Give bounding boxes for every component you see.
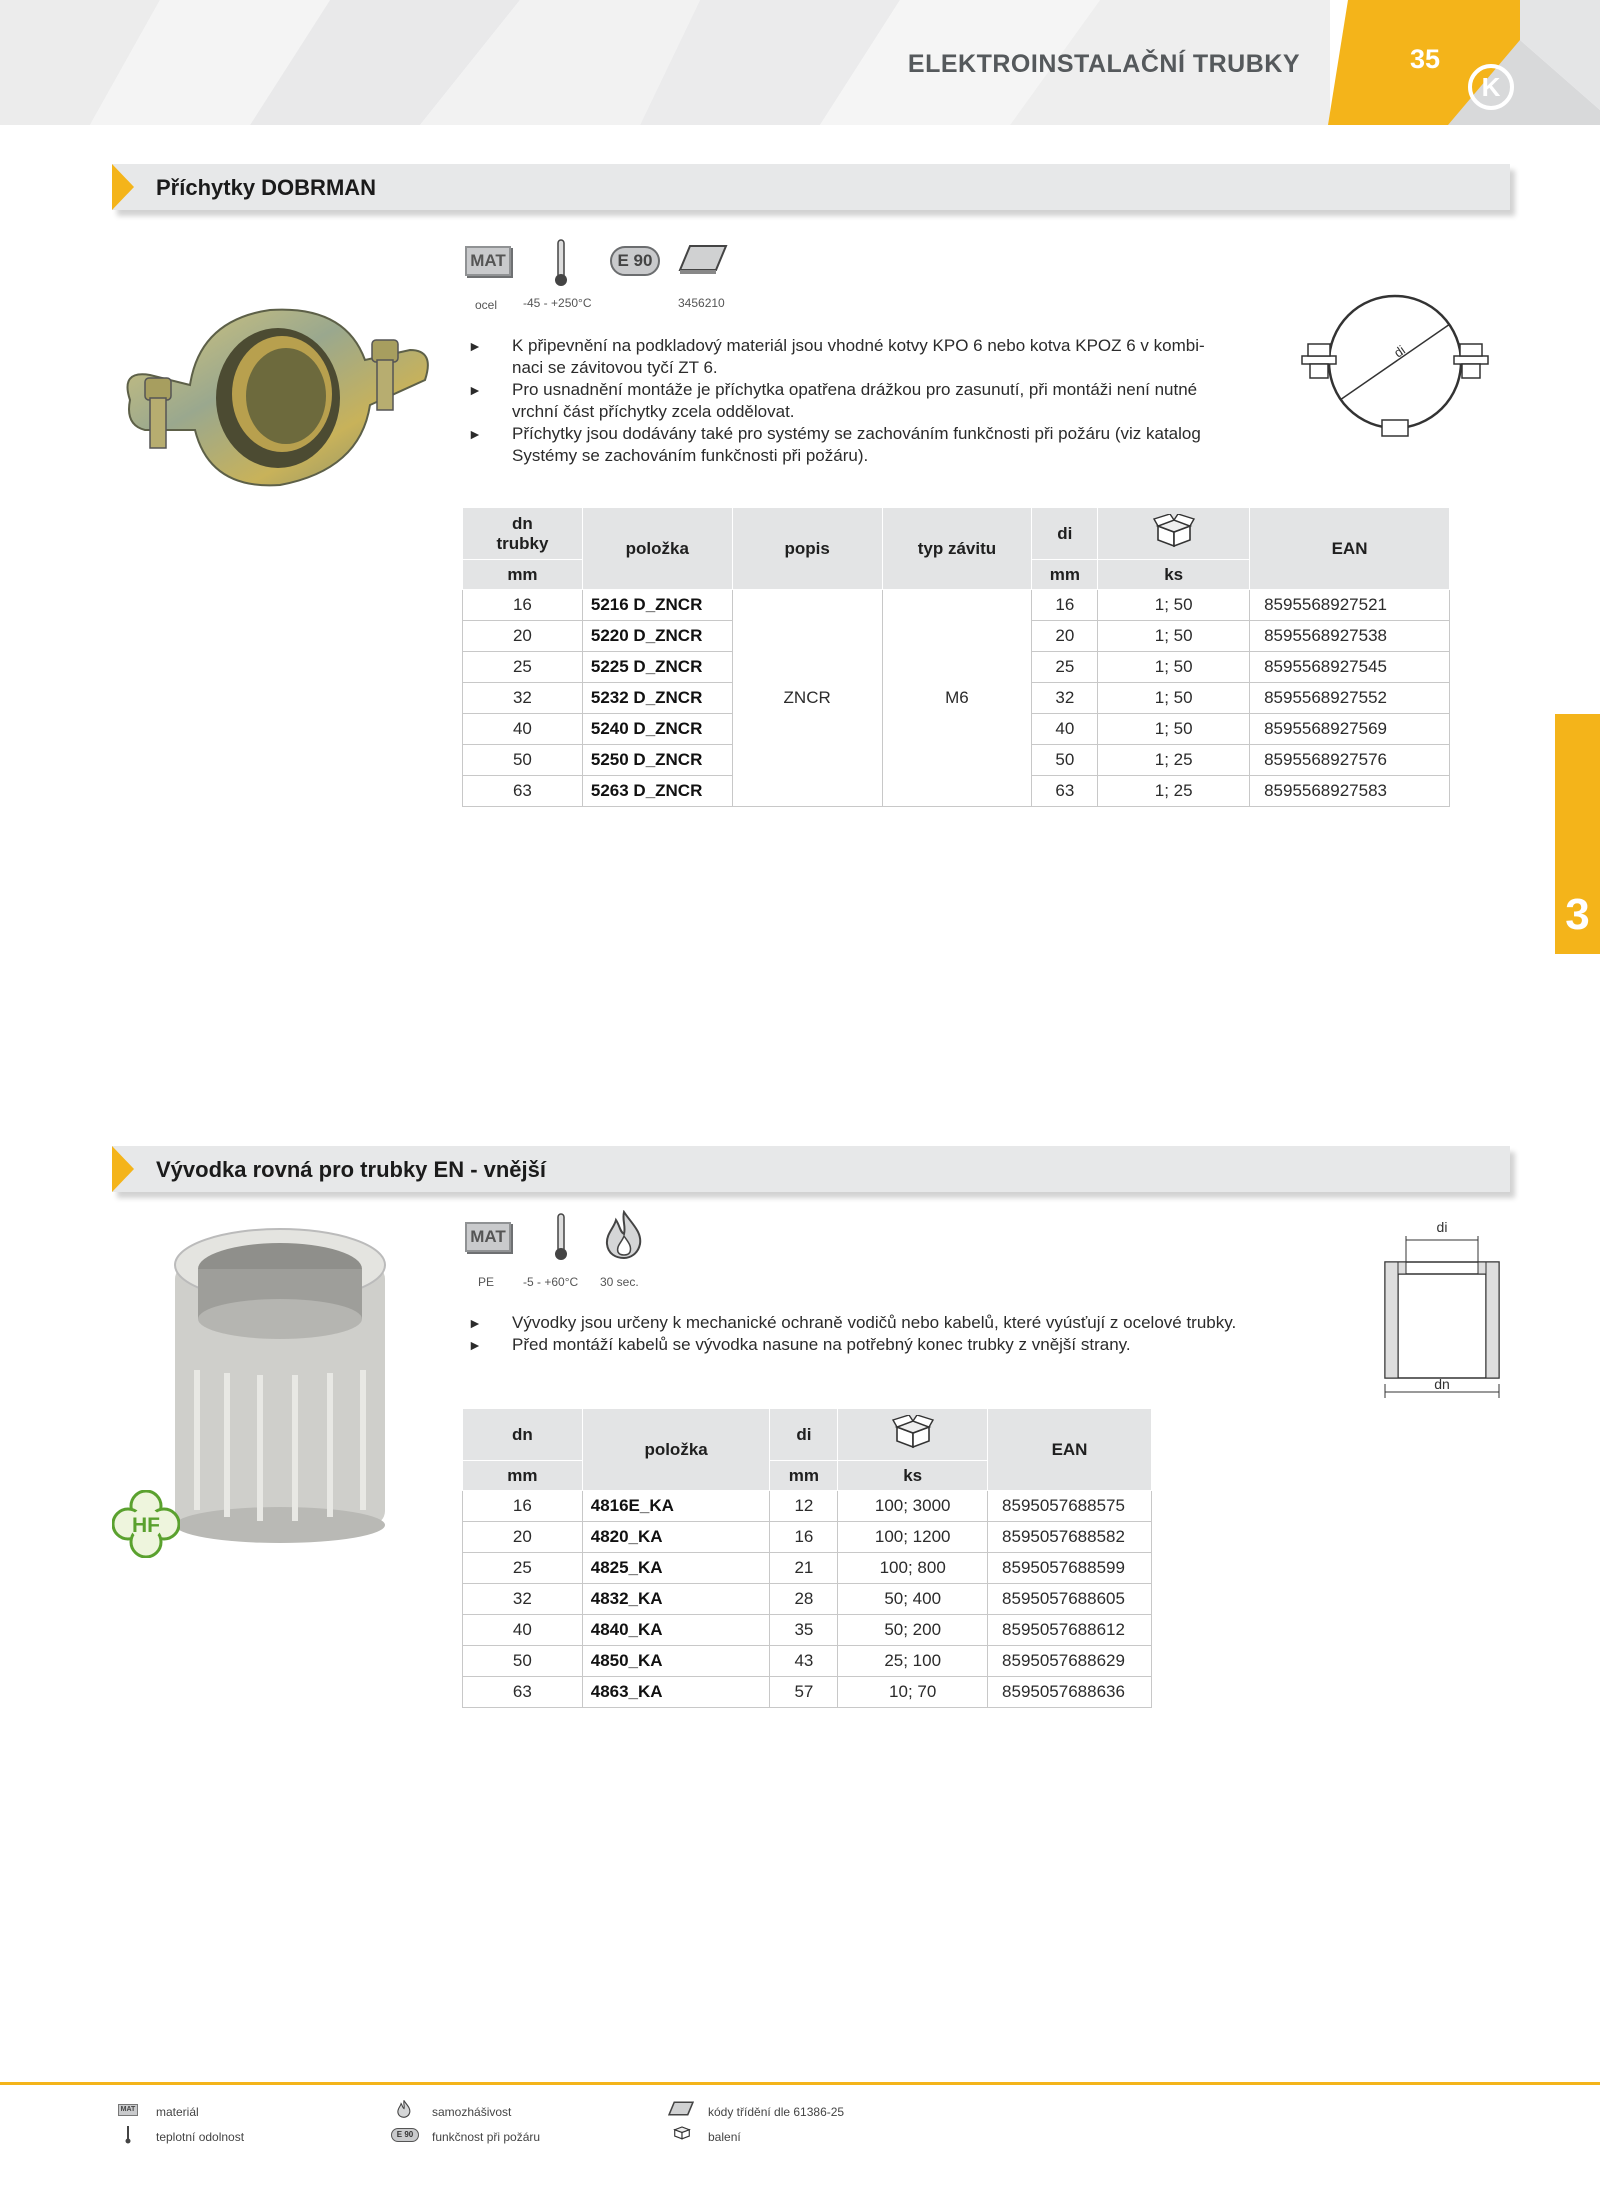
cell-di: 43 xyxy=(770,1646,838,1677)
col-unit-ks: ks xyxy=(838,1461,988,1491)
bullet-arrow-icon: ► xyxy=(468,382,482,398)
cell-ean: 8595568927576 xyxy=(1250,745,1450,776)
cell-ks: 1; 50 xyxy=(1098,683,1250,714)
bullet-text-line: Vývodky jsou určeny k mechanické ochraně vodičů nebo kabelů, které vyúsťují z ocelové trubky. xyxy=(512,1313,1237,1332)
cell-di: 40 xyxy=(1032,714,1098,745)
pipe-clamp-image xyxy=(110,290,440,500)
cell-ean: 8595057688612 xyxy=(988,1615,1152,1646)
cell-ean: 8595568927569 xyxy=(1250,714,1450,745)
cell-dn: 25 xyxy=(463,1553,583,1584)
section-marker xyxy=(112,1146,134,1192)
cell-code: 4863_KA xyxy=(582,1677,770,1708)
section-header-vyvodka xyxy=(112,1146,1510,1192)
cell-dn: 50 xyxy=(463,1646,583,1677)
table-row xyxy=(463,1584,1152,1615)
cell-di: 12 xyxy=(770,1491,838,1522)
cell-di: 20 xyxy=(1032,621,1098,652)
page-number: 35 xyxy=(1409,44,1441,74)
diagram-label-di: di xyxy=(1391,342,1409,361)
cell-di: 57 xyxy=(770,1677,838,1708)
cell-ks: 1; 25 xyxy=(1098,745,1250,776)
cell-code: 4825_KA xyxy=(582,1553,770,1584)
col-header-di: di xyxy=(770,1409,838,1461)
legend-material-label: materiál xyxy=(156,2105,199,2119)
legend-self-extinguish-label: samozhášivost xyxy=(432,2105,512,2119)
cell-ean: 8595568927538 xyxy=(1250,621,1450,652)
cell-code: 5216 D_ZNCR xyxy=(582,590,732,621)
bullet-arrow-icon: ► xyxy=(468,426,482,442)
cell-dn: 20 xyxy=(463,1522,583,1553)
bullet-arrow-icon: ► xyxy=(468,1315,482,1331)
cell-ean: 8595568927552 xyxy=(1250,683,1450,714)
table-row xyxy=(463,1615,1152,1646)
bullet-text-line: Před montáží kabelů se vývodka nasune na potřebný konec trubky z vnější strany. xyxy=(512,1335,1131,1354)
table-row xyxy=(463,590,1450,621)
cell-ean: 8595568927545 xyxy=(1250,652,1450,683)
cell-ks: 100; 1200 xyxy=(838,1522,988,1553)
bullet-text-line: vrchní část příchytky zcela oddělovat. xyxy=(512,402,795,421)
halogen-free-badge xyxy=(112,1490,180,1558)
col-header-dn: dn trubky xyxy=(463,508,583,560)
cell-ks: 1; 25 xyxy=(1098,776,1250,807)
legend-temperature-label: teplotní odolnost xyxy=(156,2130,245,2144)
legend-packaging-label: balení xyxy=(708,2130,741,2144)
header-decoration xyxy=(0,0,1600,125)
cell-ean: 8595057688599 xyxy=(988,1553,1152,1584)
col-header-popis: popis xyxy=(732,508,882,590)
conduit-bushing-image xyxy=(165,1225,395,1545)
table-row xyxy=(463,1553,1152,1584)
hf-label: HF xyxy=(132,1514,160,1537)
temperature-caption: -5 - +60°C xyxy=(523,1275,579,1289)
cell-dn: 40 xyxy=(463,714,583,745)
cell-dn: 32 xyxy=(463,1584,583,1615)
legend-self-extinguishing-icon xyxy=(396,2100,412,2118)
bullet-arrow-icon: ► xyxy=(468,1337,482,1353)
cell-ks: 100; 800 xyxy=(838,1553,988,1584)
cell-ean: 8595057688629 xyxy=(988,1646,1152,1677)
legend-thermometer-icon xyxy=(124,2126,132,2144)
logo-letter: K xyxy=(1481,72,1501,102)
legend-fire-function-label: funkčnost při požáru xyxy=(432,2130,541,2144)
cell-code: 5240 D_ZNCR xyxy=(582,714,732,745)
table-row xyxy=(463,1522,1152,1553)
cell-di: 50 xyxy=(1032,745,1098,776)
cell-ks: 1; 50 xyxy=(1098,621,1250,652)
cell-code: 4840_KA xyxy=(582,1615,770,1646)
cell-ks: 10; 70 xyxy=(838,1677,988,1708)
cell-ks: 1; 50 xyxy=(1098,714,1250,745)
flame-caption: 30 sec. xyxy=(600,1275,639,1289)
chapter-number: 3 xyxy=(1565,890,1590,939)
cell-dn: 16 xyxy=(463,590,583,621)
material-badge: MAT xyxy=(465,1222,511,1252)
section-title: Příchytky DOBRMAN xyxy=(156,175,377,200)
fire-function-badge: E 90 xyxy=(610,246,660,276)
material-caption: ocel xyxy=(475,298,498,312)
cell-dn: 32 xyxy=(463,683,583,714)
cell-di: 63 xyxy=(1032,776,1098,807)
cell-ks: 100; 3000 xyxy=(838,1491,988,1522)
header-title: ELEKTROINSTALAČNÍ TRUBKY xyxy=(907,50,1300,78)
header-background xyxy=(0,0,1600,125)
thermometer-icon xyxy=(553,238,569,288)
diagram-label-di: di xyxy=(1436,1219,1448,1235)
temperature-caption: -45 - +250°C xyxy=(523,296,592,310)
col-header-dn: dn xyxy=(463,1409,583,1461)
legend-package-icon xyxy=(672,2124,692,2140)
section-marker xyxy=(112,164,134,210)
package-box-icon xyxy=(1152,514,1196,548)
material-badge: MAT xyxy=(465,246,511,276)
table-row xyxy=(463,1646,1152,1677)
cell-ean: 8595568927583 xyxy=(1250,776,1450,807)
bullet-text-line: Příchytky jsou dodávány také pro systémy se zachováním funkčnosti při požáru (viz katalog xyxy=(512,424,1201,443)
cell-dn: 20 xyxy=(463,621,583,652)
col-unit-di: mm xyxy=(1032,560,1098,590)
cell-ean: 8595057688636 xyxy=(988,1677,1152,1708)
col-header-typ-zavitu: typ závitu xyxy=(882,508,1032,590)
cell-ean: 8595057688575 xyxy=(988,1491,1152,1522)
cell-ks: 1; 50 xyxy=(1098,590,1250,621)
bushing-technical-drawing xyxy=(1380,1218,1504,1408)
col-unit-ks: ks xyxy=(1098,560,1250,590)
legend-classification-label: kódy třídění dle 61386-25 xyxy=(708,2105,845,2119)
cell-di: 28 xyxy=(770,1584,838,1615)
clamp-technical-drawing xyxy=(1298,292,1492,442)
brand-logo-icon xyxy=(1466,62,1516,112)
legend-fire-function-icon: E 90 xyxy=(391,2128,419,2142)
cell-dn: 25 xyxy=(463,652,583,683)
section-header-dobrman xyxy=(112,164,1510,210)
col-header-polozka: položka xyxy=(582,508,732,590)
cell-ks: 1; 50 xyxy=(1098,652,1250,683)
cell-ks: 50; 400 xyxy=(838,1584,988,1615)
cell-di: 32 xyxy=(1032,683,1098,714)
cell-di: 21 xyxy=(770,1553,838,1584)
legend-material-icon: MAT xyxy=(118,2104,138,2116)
bullet-text-line: K připevnění na podkladový materiál jsou vhodné kotvy KPO 6 nebo kotva KPOZ 6 v kombi- xyxy=(512,336,1205,355)
bullet-text-line: naci se závitovou tyčí ZT 6. xyxy=(512,358,718,377)
cell-di: 25 xyxy=(1032,652,1098,683)
diagram-label-dn: dn xyxy=(1434,1376,1450,1392)
cell-code: 4816E_KA xyxy=(582,1491,770,1522)
cell-code: 4850_KA xyxy=(582,1646,770,1677)
section-title: Vývodka rovná pro trubky EN - vnější xyxy=(156,1157,547,1182)
cell-ean: 8595057688605 xyxy=(988,1584,1152,1615)
cell-ks: 25; 100 xyxy=(838,1646,988,1677)
col-header-ean: EAN xyxy=(1250,508,1450,590)
table-row xyxy=(463,1677,1152,1708)
col-unit-di: mm xyxy=(770,1461,838,1491)
col-unit-dn: mm xyxy=(463,1461,583,1491)
footer-divider xyxy=(0,2082,1600,2085)
cell-dn: 16 xyxy=(463,1491,583,1522)
cell-code: 4820_KA xyxy=(582,1522,770,1553)
legend-classification-icon xyxy=(668,2100,694,2118)
col-header-package xyxy=(838,1409,988,1461)
col-header-package xyxy=(1098,508,1250,560)
cell-typ-zavitu: M6 xyxy=(882,590,1032,807)
cell-dn: 63 xyxy=(463,776,583,807)
cell-code: 5232 D_ZNCR xyxy=(582,683,732,714)
cell-code: 5263 D_ZNCR xyxy=(582,776,732,807)
bullet-arrow-icon: ► xyxy=(468,338,482,354)
cell-popis: ZNCR xyxy=(732,590,882,807)
cell-dn: 63 xyxy=(463,1677,583,1708)
bullet-text-line: Pro usnadnění montáže je příchytka opatřena drážkou pro zasunutí, při montáži není nutné xyxy=(512,380,1198,399)
bullet-text-line: Systémy se zachováním funkčnosti při požáru). xyxy=(512,446,869,465)
col-header-ean: EAN xyxy=(988,1409,1152,1491)
cell-code: 4832_KA xyxy=(582,1584,770,1615)
classification-caption: 3456210 xyxy=(678,296,725,310)
col-header-di: di xyxy=(1032,508,1098,560)
cell-code: 5220 D_ZNCR xyxy=(582,621,732,652)
cell-ean: 8595057688582 xyxy=(988,1522,1152,1553)
table-row xyxy=(463,1491,1152,1522)
cell-ean: 8595568927521 xyxy=(1250,590,1450,621)
material-caption: PE xyxy=(478,1275,495,1289)
thermometer-icon xyxy=(553,1212,569,1262)
cell-dn: 50 xyxy=(463,745,583,776)
col-unit-dn: mm xyxy=(463,560,583,590)
vyvodka-spec-table xyxy=(462,1408,1152,1708)
cell-ks: 50; 200 xyxy=(838,1615,988,1646)
dobrman-spec-table xyxy=(462,507,1450,807)
classification-code-icon xyxy=(678,242,728,276)
cell-di: 16 xyxy=(1032,590,1098,621)
cell-di: 16 xyxy=(770,1522,838,1553)
package-box-icon xyxy=(891,1415,935,1449)
cell-code: 5250 D_ZNCR xyxy=(582,745,732,776)
cell-di: 35 xyxy=(770,1615,838,1646)
col-header-polozka: položka xyxy=(582,1409,770,1491)
cell-dn: 40 xyxy=(463,1615,583,1646)
self-extinguishing-icon xyxy=(602,1210,646,1260)
cell-code: 5225 D_ZNCR xyxy=(582,652,732,683)
